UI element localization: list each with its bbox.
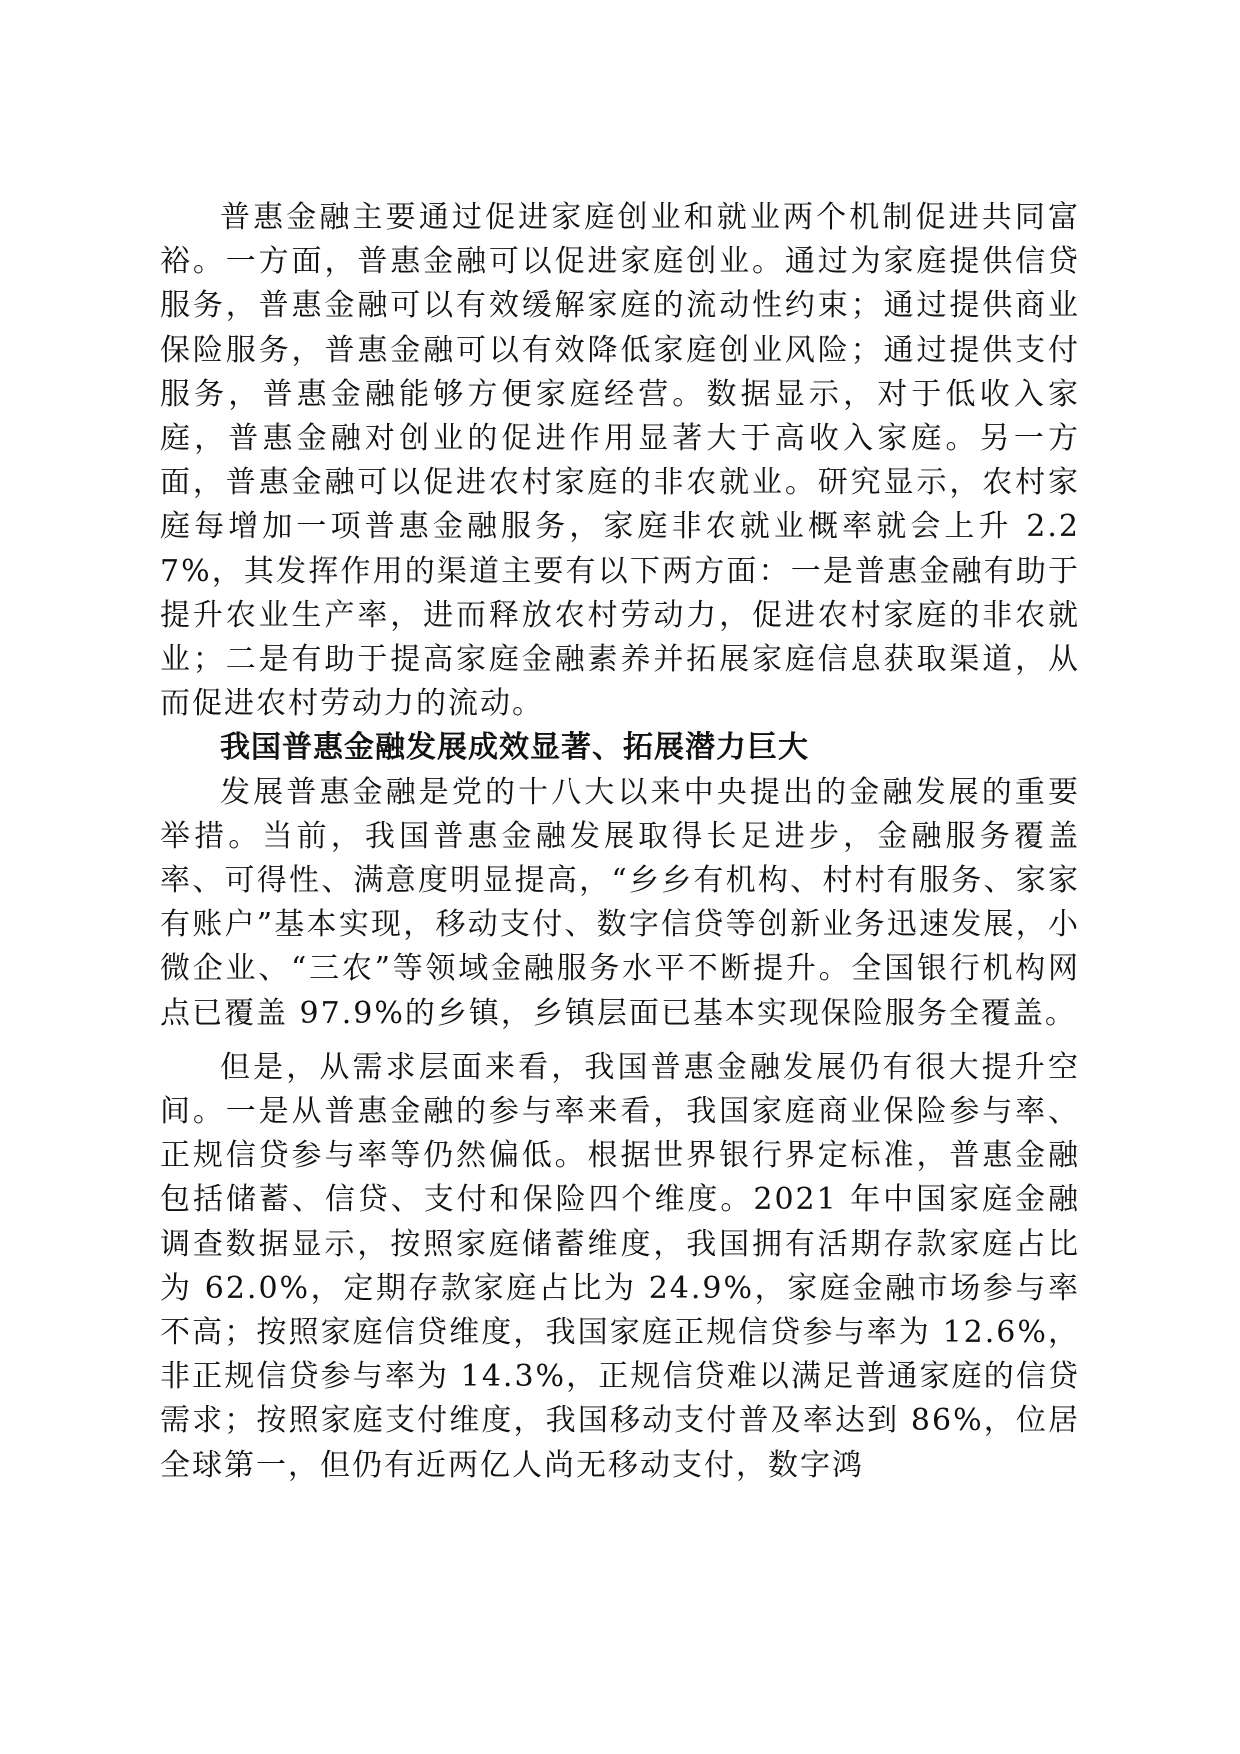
- document-body: [160, 196, 1080, 1488]
- paragraph-improvement-space: 但是，从需求层面来看，我国普惠金融发展仍有很大提升空间。一是从普惠金融的参与率来看，我国家庭商业保险参与率、正规信贷参与率等仍然偏低。根据世界银行界定标准，普惠金融包括储蓄、信贷、支付和保险四个维度。2021 年中国家庭金融调查数据显示，按照家庭储蓄维度，我国拥有活期存款家庭占比为 62.0%，定期存款家庭占比为 24.9%，家庭金融市场参与率不高；按照家庭信贷维度，我国家庭正规信贷参与率为 12.6%，非正规信贷参与率为 14.3%，正规信贷难以满足普通家庭的信贷需求；按照家庭支付维度，我国移动支付普及率达到 86%，位居全球第一，但仍有近两亿人尚无移动支付，数字鸿: [160, 1049, 1080, 1483]
- paragraph-development-achievements: 发展普惠金融是党的十八大以来中央提出的金融发展的重要举措。当前，我国普惠金融发展取得长足进步，金融服务覆盖率、可得性、满意度明显提高，“乡乡有机构、村村有服务、家家有账户”基本实现，移动支付、数字信贷等创新业务迅速发展，小微企业、“三农”等领域金融服务水平不断提升。全国银行机构网点已覆盖 97.9%的乡镇，乡镇层面已基本实现保险服务全覆盖。: [160, 774, 1080, 1031]
- paragraph-common-prosperity-mechanisms: 普惠金融主要通过促进家庭创业和就业两个机制促进共同富裕。一方面，普惠金融可以促进家庭创业。通过为家庭提供信贷服务，普惠金融可以有效缓解家庭的流动性约束；通过提供商业保险服务，普惠金融可以有效降低家庭创业风险；通过提供支付服务，普惠金融能够方便家庭经营。数据显示，对于低收入家庭，普惠金融对创业的促进作用显著大于高收入家庭。另一方面，普惠金融可以促进农村家庭的非农就业。研究显示，农村家庭每增加一项普惠金融服务，家庭非农就业概率就会上升 2.27%，其发挥作用的渠道主要有以下两方面：一是普惠金融有助于提升农业生产率，进而释放农村劳动力，促进农村家庭的非农就业；二是有助于提高家庭金融素养并拓展家庭信息获取渠道，从而促进农村劳动力的流动。: [160, 200, 1080, 722]
- section-heading: 我国普惠金融发展成效显著、拓展潜力巨大: [220, 730, 809, 766]
